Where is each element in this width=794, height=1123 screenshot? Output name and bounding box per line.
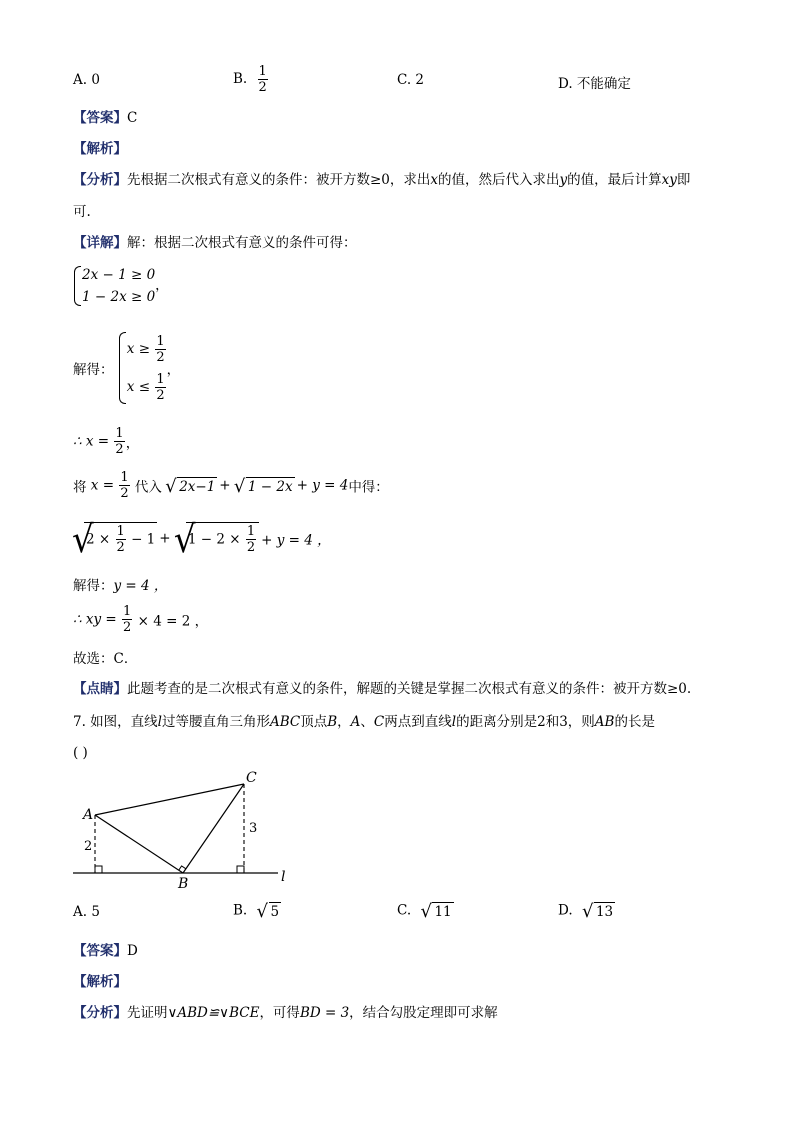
radicand-part: − 1 — [131, 531, 156, 548]
fenxi-text: 的值，然后代入求出 — [438, 172, 560, 188]
x-ge: x ≥ — [126, 341, 151, 357]
var-ab: AB — [594, 714, 615, 730]
q7-option-c-label: C. — [397, 902, 412, 919]
q6-option-c: C. 2 — [397, 72, 425, 88]
segment-ac — [95, 784, 244, 815]
plus: + — [159, 530, 171, 547]
fenxi-text: 的值，最后计算 — [567, 172, 662, 188]
fraction-numerator: 1 — [115, 426, 124, 441]
fraction-numerator: 1 — [258, 64, 267, 79]
fraction-denominator: 2 — [258, 80, 267, 95]
choose: 故选：C． — [73, 651, 138, 667]
radical-2 — [235, 477, 295, 495]
q6-option-a: A. 0 — [73, 72, 100, 88]
fenxi-text: 先证明 — [127, 1005, 168, 1021]
fraction-denominator: 2 — [116, 540, 125, 555]
plus: + — [219, 477, 231, 494]
solve-y — [73, 576, 167, 596]
detail-tag: 【详解】 — [73, 235, 127, 251]
q6-fenxi — [73, 170, 690, 190]
analysis-tag: 【解析】 — [73, 974, 127, 990]
var-a: A — [350, 714, 361, 730]
xy-tail: × 4 = 2 ， — [137, 613, 209, 630]
brace-solution — [118, 330, 167, 406]
therefore-x — [73, 426, 139, 457]
therefore-x-label: ∴ x = — [73, 433, 110, 450]
solution-x-le — [127, 368, 167, 406]
var-y: y — [559, 172, 568, 188]
solution-x-ge — [127, 330, 167, 368]
q7-figure — [68, 768, 298, 893]
brace-system — [73, 264, 155, 308]
label-a: A — [83, 807, 94, 823]
solve-y-label: 解得： — [73, 578, 114, 594]
comma: ， — [166, 362, 181, 378]
stem-text: 过等腰直角三角形 — [162, 714, 270, 730]
answer-value: D — [127, 943, 138, 959]
radicand: 1 − 2x — [247, 478, 293, 495]
expression-tail: + y = 4 ， — [261, 532, 331, 549]
dianjing-tag: 【点睛】 — [73, 681, 127, 697]
half-fraction — [114, 426, 124, 457]
fraction-numerator: 1 — [116, 524, 125, 539]
fraction-denominator: 2 — [156, 388, 165, 403]
radicand-1 — [84, 522, 157, 555]
radicand-part: 1 − 2 × — [187, 531, 241, 548]
q7-option-a: A. 5 — [73, 904, 100, 920]
half-fraction — [119, 470, 129, 501]
var-l: l — [451, 714, 457, 730]
half-fraction — [246, 524, 256, 555]
label-l: l — [281, 869, 286, 885]
fenxi-text: 即 — [676, 172, 691, 188]
q7-paren: ( ) — [73, 745, 88, 761]
fenxi-text: 先根据二次根式有意义的条件：被开方数≥0，求出 — [127, 172, 431, 188]
fenxi-tag: 【分析】 — [73, 172, 127, 188]
radicand: 2x−1 — [179, 478, 216, 495]
fenxi-tag: 【分析】 — [73, 1005, 127, 1021]
solve-y-value: y = 4 ， — [113, 578, 168, 594]
fraction-denominator: 2 — [120, 486, 129, 501]
substitute-prefix: 将 — [73, 479, 87, 496]
right-angle-mark-c — [237, 866, 244, 873]
therefore-xy-label: ∴ xy = — [73, 611, 117, 628]
bd-expression: BD = 3 — [299, 1005, 350, 1021]
radicand: 13 — [595, 904, 614, 920]
stem-text: 、 — [360, 714, 374, 730]
q7-option-d-label: D. — [558, 902, 573, 919]
radical-1 — [166, 477, 217, 495]
substitute-x: x = — [90, 477, 115, 494]
var-c: C — [373, 714, 385, 730]
label-b: B — [178, 876, 189, 892]
stem-text: 顶点 — [300, 714, 328, 730]
fenxi-text: ，可得 — [259, 1005, 300, 1021]
q6-answer — [73, 108, 137, 128]
num-3: 3 — [559, 714, 568, 730]
fraction-numerator: 1 — [246, 524, 256, 539]
stem-text: 两点到直线 — [384, 714, 452, 730]
segment-ab — [95, 815, 183, 873]
q6-fenxi-cont: 可. — [73, 204, 91, 220]
big-radical-2 — [175, 522, 259, 555]
radicand: 5 — [270, 904, 280, 920]
congruence-expression: ∨ABD≌∨BCE — [167, 1005, 260, 1021]
num-2: 2 — [537, 714, 546, 730]
q6-dianjing — [73, 679, 691, 699]
q7-answer — [73, 941, 138, 961]
substitute-tail: 中得： — [348, 479, 389, 496]
stem-text: 的距离分别是 — [456, 714, 538, 730]
solve-label: 解得： — [73, 362, 114, 378]
radicand-2 — [186, 522, 259, 555]
stem-text: ， — [337, 714, 351, 730]
radicand-part: 2 × — [86, 531, 111, 548]
q6-option-d: D. 不能确定 — [558, 76, 631, 92]
answer-tag: 【答案】 — [73, 943, 127, 959]
substitute-line — [73, 470, 389, 501]
q7-option-b-radical — [258, 902, 282, 920]
fraction-denominator: 2 — [115, 442, 124, 457]
q6-option-b-fraction — [258, 64, 268, 95]
inequality-2: 1 − 2x ≥ 0 — [82, 289, 156, 305]
answer-value: C — [127, 110, 138, 126]
fraction-numerator: 1 — [120, 470, 129, 485]
stem-text: ，则 — [567, 714, 595, 730]
q7-option-d-radical — [583, 902, 615, 920]
big-radical-1 — [73, 522, 157, 555]
fraction-denominator: 2 — [246, 540, 256, 555]
q7-fenxi — [73, 1003, 498, 1023]
q7-option-b — [233, 902, 283, 920]
substituted-expression — [73, 522, 331, 555]
substitute-mid: 代入 — [134, 479, 162, 496]
half-fraction — [155, 334, 165, 365]
var-l: l — [157, 714, 162, 730]
q6-analysis-heading — [73, 139, 127, 159]
half-fraction — [155, 372, 165, 403]
therefore-xy — [73, 604, 208, 635]
q7-option-b-label: B. — [233, 902, 248, 919]
q7-option-d — [558, 902, 617, 920]
inequality-system — [73, 264, 169, 308]
solution-system — [73, 330, 180, 406]
label-dist-a: 2 — [84, 839, 93, 854]
stem-text: 7. 如图，直线 — [73, 714, 158, 730]
stem-text: 和 — [545, 714, 560, 730]
dianjing-text: 此题考查的是二次根式有意义的条件，解题的关键是掌握二次根式有意义的条件：被开方数≥0. — [127, 681, 692, 697]
q7-analysis-heading — [73, 972, 127, 992]
fraction-numerator: 1 — [156, 334, 165, 349]
q6-detail — [73, 233, 357, 253]
answer-tag: 【答案】 — [73, 110, 127, 126]
half-fraction — [116, 524, 126, 555]
stem-text: 的长是 — [614, 714, 655, 730]
q6-option-b — [233, 64, 269, 95]
label-c: C — [246, 770, 257, 786]
label-dist-c: 3 — [249, 821, 258, 836]
x-le: x ≤ — [126, 379, 151, 395]
analysis-tag: 【解析】 — [73, 141, 127, 157]
comma: ， — [125, 435, 140, 452]
fraction-denominator: 2 — [123, 620, 132, 635]
half-fraction — [122, 604, 132, 635]
var-b: B — [327, 714, 338, 730]
q7-option-c — [397, 902, 456, 920]
q7-option-c-radical — [421, 902, 453, 920]
radicand: 11 — [434, 904, 452, 920]
fraction-numerator: 1 — [123, 604, 132, 619]
equation-tail: + y = 4 — [296, 477, 349, 494]
fraction-denominator: 2 — [156, 350, 165, 365]
q7-stem — [73, 712, 655, 732]
inequality-1: 2x − 1 ≥ 0 — [82, 267, 156, 283]
segment-bc — [183, 784, 244, 873]
right-angle-mark-a — [95, 866, 102, 873]
detail-text: 解：根据二次根式有意义的条件可得： — [127, 235, 357, 251]
var-xy: xy — [661, 172, 677, 188]
comma: ， — [155, 277, 169, 294]
fenxi-text: ，结合勾股定理即可求解 — [349, 1005, 498, 1021]
var-x: x — [430, 172, 439, 188]
q6-option-b-label: B. — [233, 71, 248, 87]
var-abc: ABC — [270, 714, 301, 730]
fraction-numerator: 1 — [156, 372, 165, 387]
